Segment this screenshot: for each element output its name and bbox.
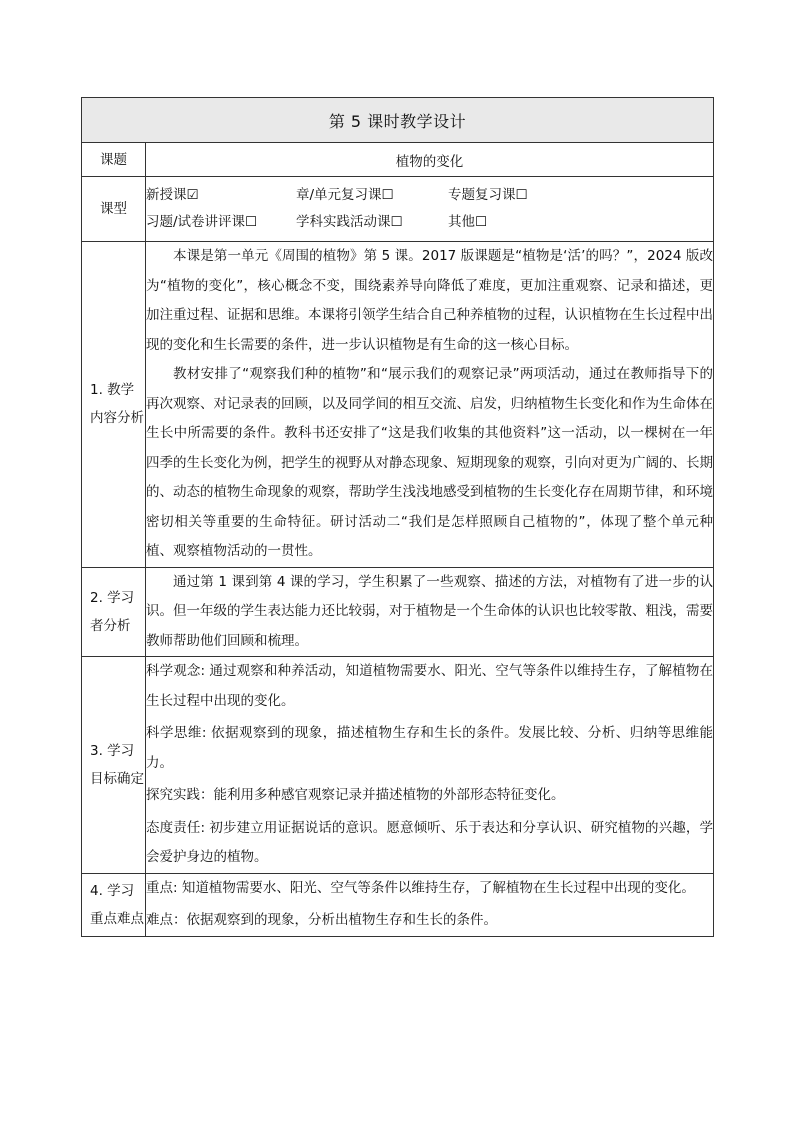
lesson-type-options	[146, 177, 714, 242]
key-point-difficulty: 难点：依据观察到的现象，分析出植物生存和生长的条件。	[146, 912, 497, 928]
learner-analysis-body	[146, 567, 714, 657]
lesson-type-option-practice: 学科实践活动课☐	[296, 214, 403, 230]
content-analysis-paragraph: 本课是第一单元《周围的植物》第 5 课。2017 版课题是“植物是‘活’的吗？”，2024 版改为“植物的变化”，核心概念不变，围绕素养导向降低了难度，更加注重观察、记录和描述，更加注重过程、证据和思维。本课将引领学生结合自己种养植物的过程，认识植物在生长过程中出现的变化和生长需要的条件，进一步认识植物是有生命的这一核心目标。	[146, 248, 714, 353]
learner-analysis-row	[82, 567, 714, 657]
lesson-type-option-new: 新授课☑	[146, 187, 199, 203]
objectives-row	[82, 657, 714, 874]
content-analysis-body	[146, 242, 714, 568]
objectives-label: 3. 学习目标确定	[82, 657, 146, 874]
lesson-type-row	[82, 177, 714, 242]
lesson-type-option-exercise-review: 习题/试卷讲评课☐	[146, 214, 258, 230]
learner-analysis-label: 2. 学习者分析	[82, 567, 146, 657]
key-points-label: 4. 学习重点难点	[82, 873, 146, 936]
lesson-type-label: 课型	[82, 177, 146, 242]
content-analysis-row	[82, 242, 714, 568]
content-analysis-label: 1. 教学内容分析	[82, 242, 146, 568]
topic-value: 植物的变化	[146, 143, 714, 177]
topic-label: 课题	[82, 143, 146, 177]
objective-item-concept: 科学观念: 通过观察和种养活动，知道植物需要水、阳光、空气等条件以维持生存，了解植物在生长过程中出现的变化。	[146, 663, 714, 709]
key-points-body	[146, 873, 714, 936]
lesson-design-table	[81, 97, 714, 937]
learner-analysis-paragraph: 通过第 1 课到第 4 课的学习，学生积累了一些观察、描述的方法，对植物有了进一步的认识。但一年级的学生表达能力还比较弱，对于植物是一个生命体的认识也比较零散、粗浅，需要教师帮助他们回顾和梳理。	[146, 573, 714, 649]
key-point-focus: 重点: 知道植物需要水、阳光、空气等条件以维持生存，了解植物在生长过程中出现的变化。	[146, 879, 695, 896]
key-points-row	[82, 873, 714, 936]
title-row	[82, 98, 714, 143]
lesson-type-option-unit-review: 章/单元复习课☐	[296, 187, 394, 203]
objective-item-practice: 探究实践：能利用多种感官观察记录并描述植物的外部形态特征变化。	[146, 787, 565, 803]
objectives-body	[146, 657, 714, 874]
document-title: 第 5 课时教学设计	[82, 98, 714, 143]
topic-row	[82, 143, 714, 177]
lesson-type-option-other: 其他☐	[448, 214, 488, 230]
objective-item-thinking: 科学思维: 依据观察到的现象，描述植物生存和生长的条件。发展比较、分析、归纳等思维能力。	[146, 725, 714, 771]
lesson-type-option-topic-review: 专题复习课☐	[448, 187, 528, 203]
objective-item-attitude: 态度责任: 初步建立用证据说话的意识。愿意倾听、乐于表达和分享认识、研究植物的兴趣，学会爱护身边的植物。	[146, 819, 714, 865]
content-analysis-paragraph: 教材安排了“观察我们种的植物”和“展示我们的观察记录”两项活动，通过在教师指导下的再次观察、对记录表的回顾，以及同学间的相互交流、启发，归纳植物生长变化和作为生命体在生长中所需要的条件。教科书还安排了“这是我们收集的其他资料”这一活动，以一棵树在一年四季的生长变化为例，把学生的视野从对静态现象、短期现象的观察，引向对更为广阔的、长期的、动态的植物生命现象的观察，帮助学生浅浅地感受到植物的生长变化存在周期节律，和环境密切相关等重要的生命特征。研讨活动二“我们是怎样照顾自己植物的”，体现了整个单元种植、观察植物活动的一贯性。	[146, 366, 714, 559]
